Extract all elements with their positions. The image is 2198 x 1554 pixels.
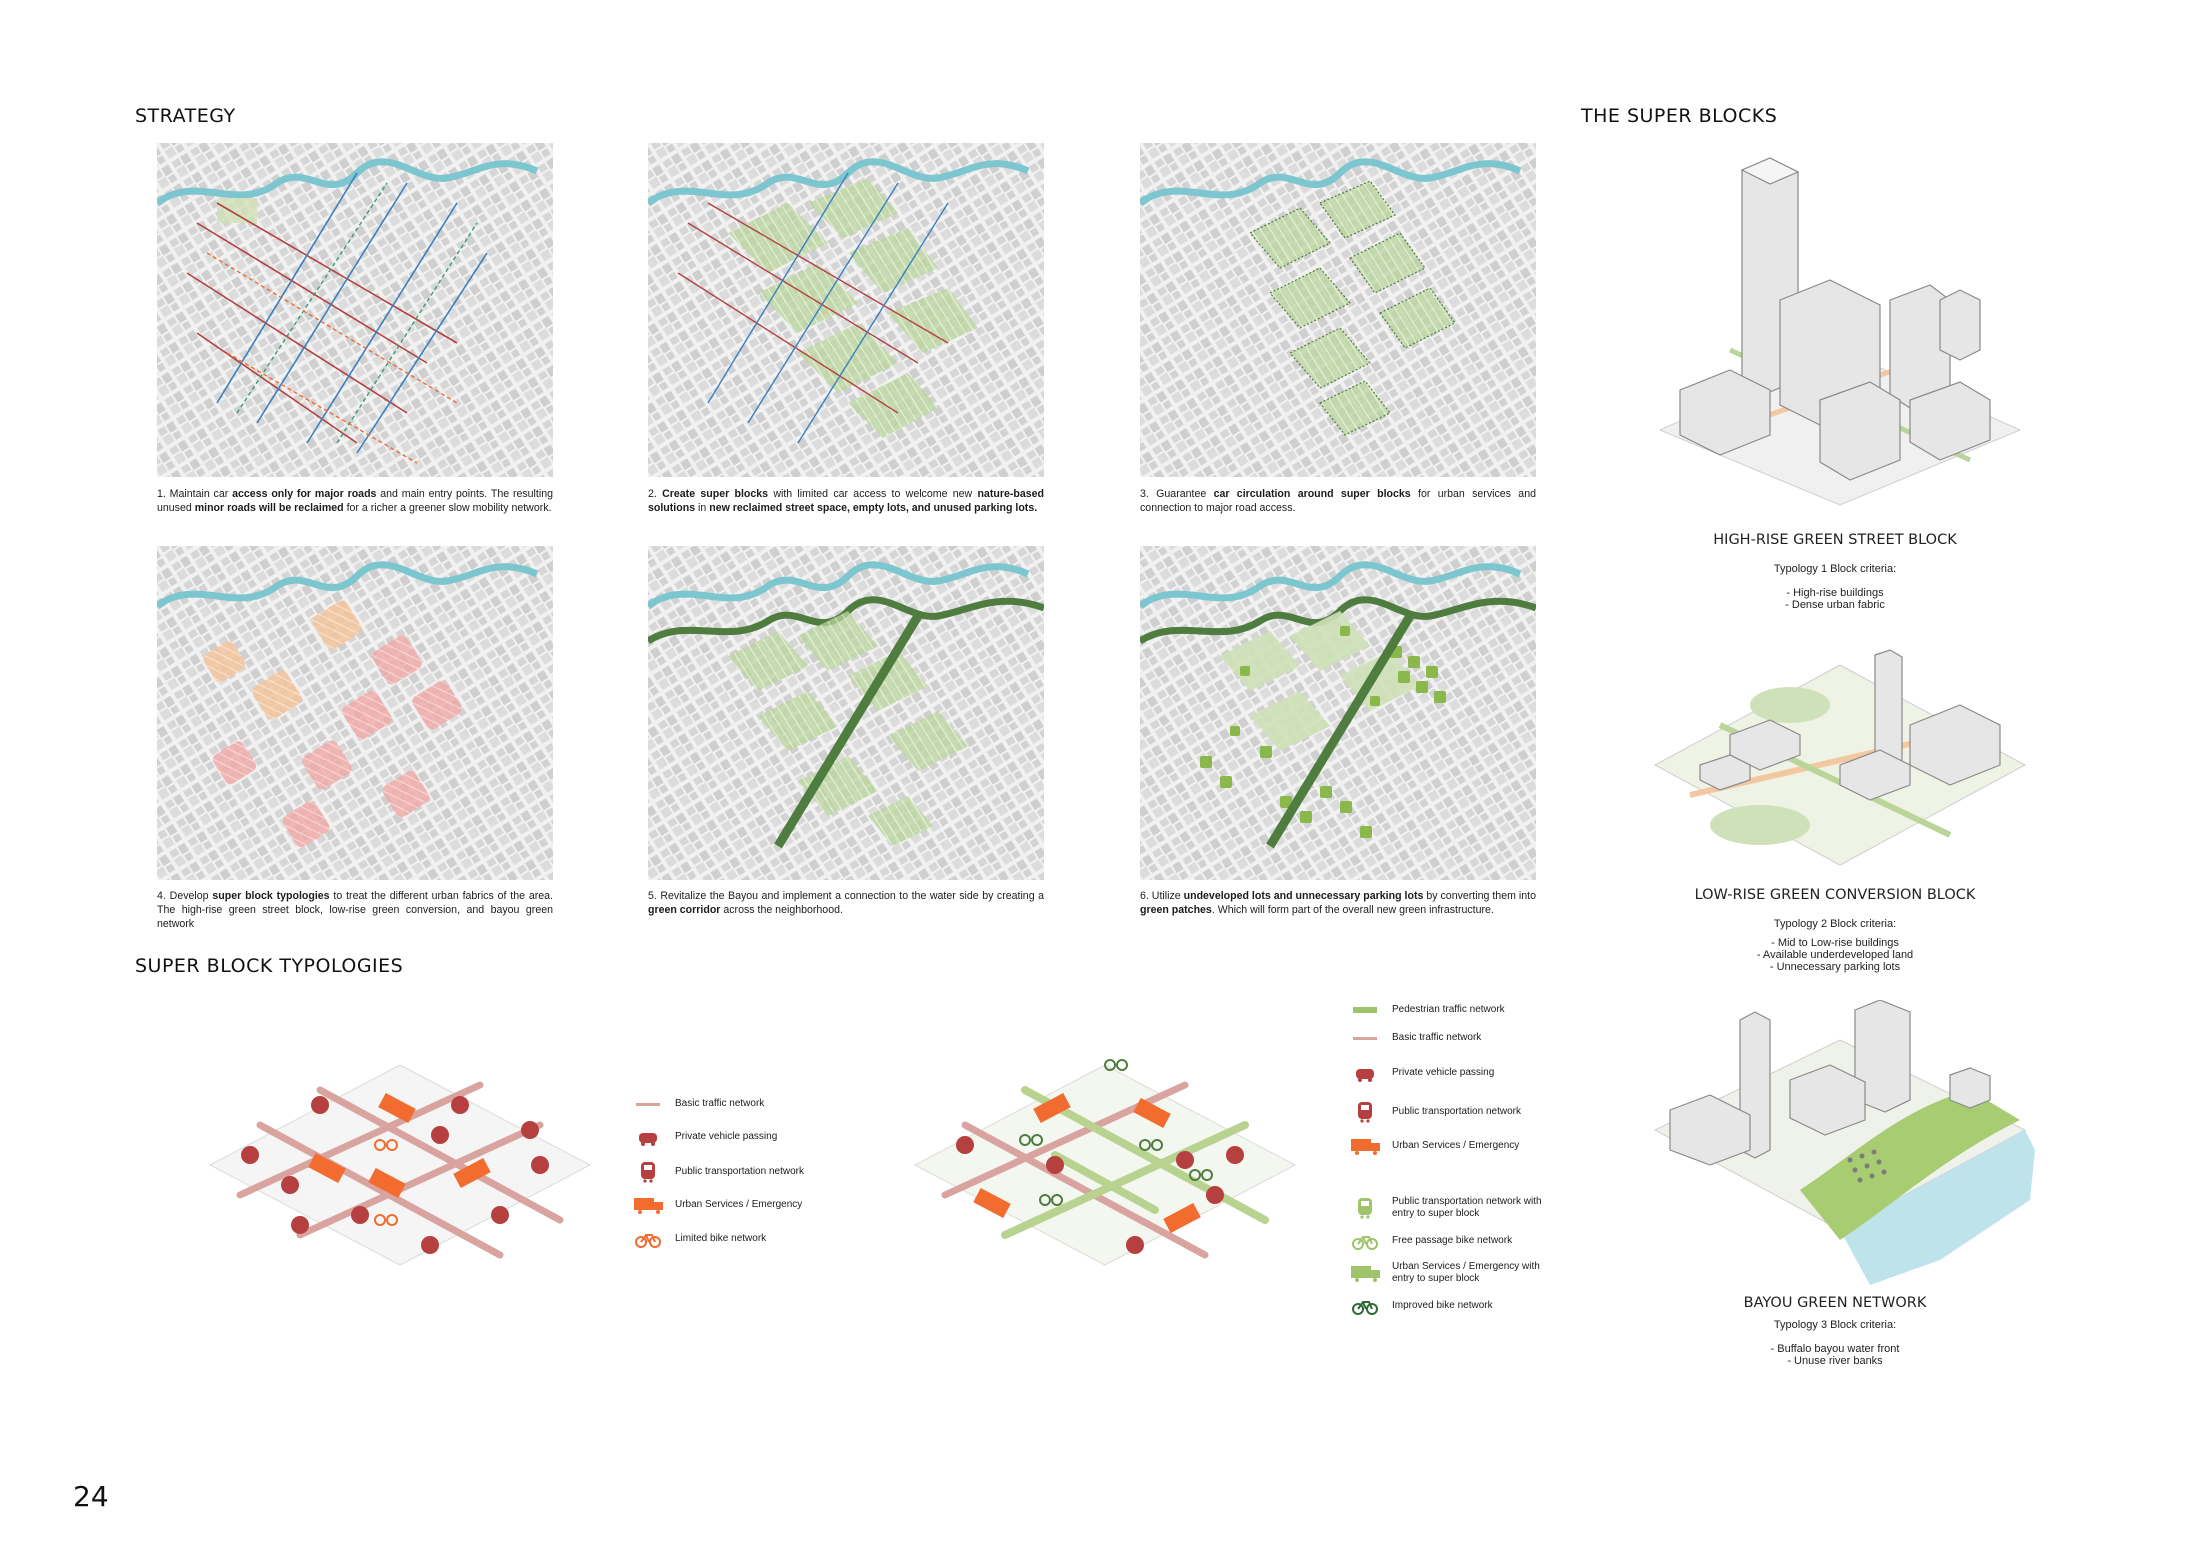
strategy-caption-1: 1. Maintain car access only for major roads and main entry points. The resulting unused minor roads will be reclaimed for a richer a greener slow mobility network. [157,488,553,514]
high-rise-block-illustration [1640,150,2040,510]
strategy-map-6 [1140,546,1536,880]
strategy-map-1 [157,143,553,477]
road-line-icon [1350,1027,1380,1049]
strategy-caption-3: 3. Guarantee car circulation around super blocks for urban services and connection to major road access. [1140,488,1536,514]
legend-item: Limited bike network [633,1228,766,1250]
block-2-criteria-1: - Mid to Low-rise buildings [1771,937,1899,949]
block-1-criteria-title: Typology 1 Block criteria: [1773,563,1897,575]
legend-item: Public transportation network with entry to super block [1350,1196,1550,1220]
legend-item: Public transportation network [633,1161,804,1183]
legend-item: Private vehicle passing [633,1126,777,1148]
legend-item: Basic traffic network [1350,1027,1481,1049]
bus-icon [633,1161,663,1183]
block-2-criteria-3: - Unnecessary parking lots [1769,961,1901,973]
legend-item: Urban Services / Emergency [1350,1135,1519,1157]
green-bus-icon [1350,1197,1380,1219]
bayou-block-illustration [1640,1000,2040,1285]
legend-item: Private vehicle passing [1350,1062,1494,1084]
car-icon [1350,1062,1380,1084]
strategy-caption-6: 6. Utilize undeveloped lots and unnecessary parking lots by converting them into green patches. Which will form part of the overall new green infrastructure. [1140,890,1536,916]
strategy-caption-2: 2. Create super blocks with limited car access to welcome new nature-based solutions in new reclaimed street space, empty lots, and unused parking lots. [648,488,1044,514]
bike-icon [633,1228,663,1250]
legend-green [1350,999,1570,1319]
block-3-criteria-1: - Buffalo bayou water front [1770,1343,1900,1355]
super-blocks-title: THE SUPER BLOCKS [1581,105,1778,127]
typologies-title: SUPER BLOCK TYPOLOGIES [135,955,404,977]
block-2-title: LOW-RISE GREEN CONVERSION BLOCK [1694,887,1976,903]
green-bike-icon [1350,1230,1380,1252]
low-rise-block-illustration [1640,645,2040,870]
block-3-criteria-2: - Unuse river banks [1787,1355,1883,1367]
block-2-criteria-title: Typology 2 Block criteria: [1773,918,1897,930]
block-1-title: HIGH-RISE GREEN STREET BLOCK [1713,532,1957,548]
green-line-icon [1350,999,1380,1021]
strategy-caption-5: 5. Revitalize the Bayou and implement a connection to the water side by creating a green corridor across the neighborhood. [648,890,1044,916]
block-1-criteria-1: - High-rise buildings [1786,587,1884,599]
legend-item: Basic traffic network [633,1093,764,1115]
strategy-map-5 [648,546,1044,880]
dark-bike-icon [1350,1295,1380,1317]
car-icon [633,1126,663,1148]
block-2-criteria-2: - Available underdeveloped land [1756,949,1914,961]
typology-diagram-green [905,1045,1305,1285]
block-3-criteria-title: Typology 3 Block criteria: [1773,1319,1897,1331]
legend-item: Free passage bike network [1350,1230,1512,1252]
strategy-title: STRATEGY [135,105,236,127]
truck-icon [633,1194,663,1216]
block-3-title: BAYOU GREEN NETWORK [1743,1295,1927,1311]
legend-item: Pedestrian traffic network [1350,999,1505,1021]
page-number: 24 [73,1480,109,1513]
legend-item: Urban Services / Emergency with entry to super block [1350,1261,1550,1285]
green-truck-icon [1350,1262,1380,1284]
legend-item: Public transportation network [1350,1101,1521,1123]
strategy-map-2 [648,143,1044,477]
legend-basic [633,1093,863,1263]
truck-icon [1350,1135,1380,1157]
typology-diagram-basic [200,1045,600,1285]
road-line-icon [633,1093,663,1115]
block-1-criteria-2: - Dense urban fabric [1785,599,1885,611]
bus-icon [1350,1101,1380,1123]
strategy-caption-4: 4. Develop super block typologies to treat the different urban fabrics of the area. The high-rise green street block, low-rise green conversion, and bayou green network [157,890,553,930]
strategy-map-3 [1140,143,1536,477]
strategy-map-4 [157,546,553,880]
legend-item: Improved bike network [1350,1295,1493,1317]
legend-item: Urban Services / Emergency [633,1194,802,1216]
